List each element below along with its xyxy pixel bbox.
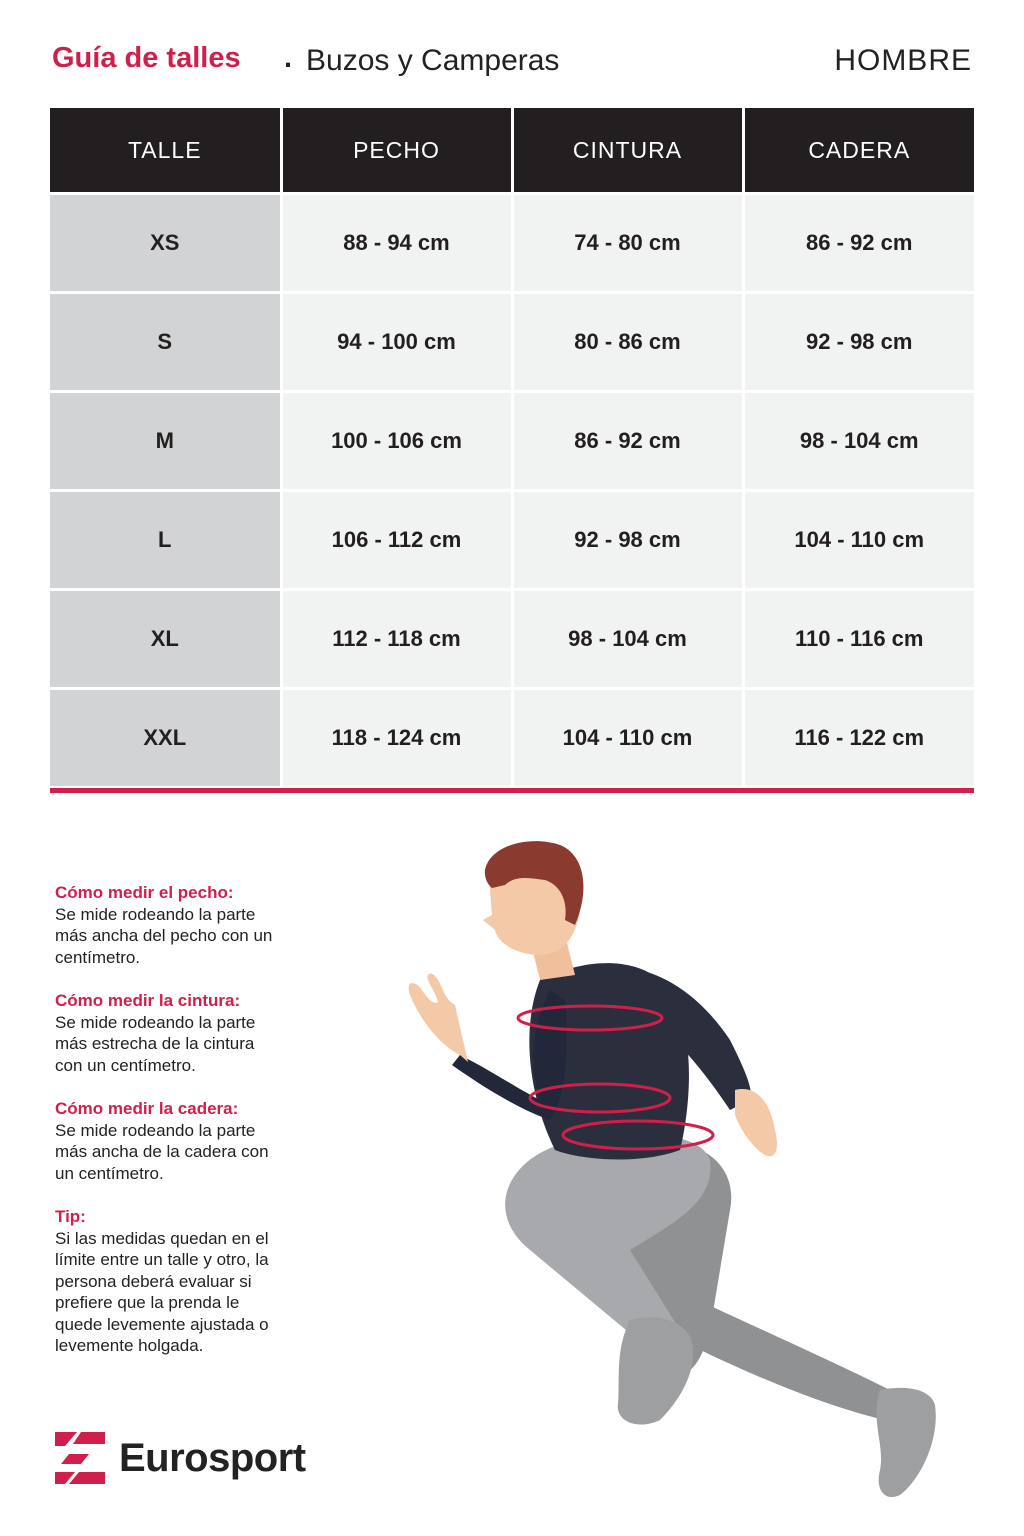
header-size: TALLE xyxy=(50,108,281,194)
hip-cell: 104 - 110 cm xyxy=(743,491,974,590)
table-row xyxy=(50,689,974,787)
waist-cell: 80 - 86 cm xyxy=(512,293,743,392)
table-row xyxy=(50,392,974,491)
chest-cell: 106 - 112 cm xyxy=(281,491,512,590)
header-hip: CADERA xyxy=(743,108,974,194)
hip-cell: 86 - 92 cm xyxy=(743,194,974,293)
header-waist: CINTURA xyxy=(512,108,743,194)
waist-cell: 104 - 110 cm xyxy=(512,689,743,787)
table-header-row xyxy=(50,108,974,194)
tip-text: Se mide rodeando la parte más ancha de la cadera con un centímetro. xyxy=(55,1120,269,1183)
hip-cell: 110 - 116 cm xyxy=(743,590,974,689)
tip-hip xyxy=(55,1098,355,1184)
size-table xyxy=(50,108,974,786)
tip-title: Cómo medir la cadera: xyxy=(55,1099,239,1118)
page-subtitle: Buzos y Camperas xyxy=(306,44,560,77)
tip-text: Se mide rodeando la parte más estrecha de la cintura con un centímetro. xyxy=(55,1012,256,1075)
table-row xyxy=(50,590,974,689)
table-row xyxy=(50,194,974,293)
chest-cell: 100 - 106 cm xyxy=(281,392,512,491)
table-row xyxy=(50,293,974,392)
size-cell: M xyxy=(50,392,281,491)
size-cell: L xyxy=(50,491,281,590)
waist-cell: 92 - 98 cm xyxy=(512,491,743,590)
size-cell: S xyxy=(50,293,281,392)
tip-general xyxy=(55,1206,355,1357)
waist-cell: 98 - 104 cm xyxy=(512,590,743,689)
tip-title: Cómo medir la cintura: xyxy=(55,991,241,1010)
size-cell: XXL xyxy=(50,689,281,787)
waist-cell: 74 - 80 cm xyxy=(512,194,743,293)
chest-cell: 94 - 100 cm xyxy=(281,293,512,392)
size-cell: XS xyxy=(50,194,281,293)
title-separator: . xyxy=(284,42,293,74)
tip-text: Si las medidas quedan en el límite entre un talle y otro, la persona deberá evaluar si prefiere que la prenda le quede levemente ajustada o levemente holgada. xyxy=(55,1228,269,1355)
eurosport-logo xyxy=(55,1432,355,1492)
chest-cell: 88 - 94 cm xyxy=(281,194,512,293)
chest-cell: 112 - 118 cm xyxy=(281,590,512,689)
tip-text: Se mide rodeando la parte más ancha del pecho con un centímetro. xyxy=(55,904,273,967)
gender-label: HOMBRE xyxy=(834,44,972,77)
tip-chest xyxy=(55,882,355,968)
accent-divider xyxy=(50,788,974,793)
hip-cell: 116 - 122 cm xyxy=(743,689,974,787)
size-cell: XL xyxy=(50,590,281,689)
brand-name: Eurosport xyxy=(119,1436,306,1480)
header-chest: PECHO xyxy=(281,108,512,194)
tip-title: Tip: xyxy=(55,1207,86,1226)
eurosport-logo-icon xyxy=(55,1432,109,1486)
hip-cell: 92 - 98 cm xyxy=(743,293,974,392)
table-row xyxy=(50,491,974,590)
page-header xyxy=(52,42,972,86)
chest-cell: 118 - 124 cm xyxy=(281,689,512,787)
running-man-illustration xyxy=(380,830,980,1510)
waist-cell: 86 - 92 cm xyxy=(512,392,743,491)
measurement-tips xyxy=(55,882,355,1379)
page-title: Guía de talles xyxy=(52,42,241,74)
hip-cell: 98 - 104 cm xyxy=(743,392,974,491)
tip-title: Cómo medir el pecho: xyxy=(55,883,234,902)
tip-waist xyxy=(55,990,355,1076)
